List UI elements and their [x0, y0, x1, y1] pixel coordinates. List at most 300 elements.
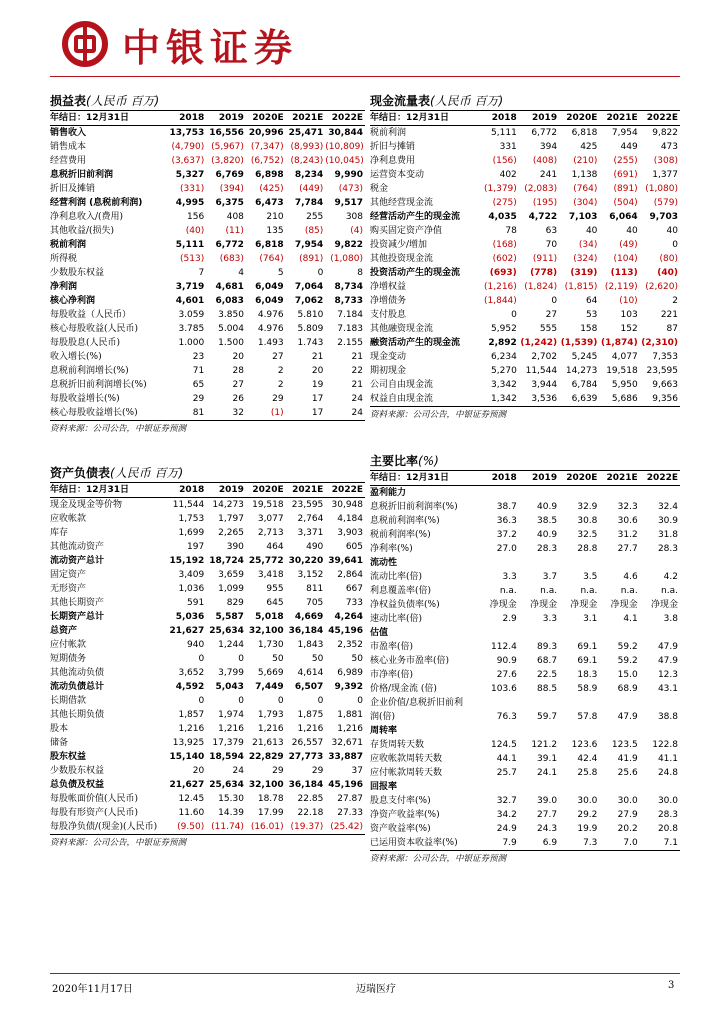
row-label: 净权益负债率(%) [370, 600, 440, 610]
cell-value: (4) [350, 226, 363, 236]
cell-value: 28.3 [657, 810, 678, 820]
cell-value: 4 [238, 268, 244, 278]
cell-value: 4.976 [257, 324, 284, 334]
table-row [50, 336, 365, 350]
cell-value: 1,857 [178, 710, 205, 720]
row-label: 净利息收入/(费用) [50, 212, 124, 222]
cell-value: 21,627 [169, 780, 205, 790]
cell-value: (2,620) [645, 282, 678, 292]
row-label: 净增权益 [370, 282, 407, 292]
cell-value: 9,663 [652, 380, 678, 390]
cell-value: 28.8 [577, 544, 598, 554]
data-table [50, 483, 365, 834]
row-label: 折旧与摊销 [370, 142, 416, 152]
cell-value: 1,875 [297, 710, 324, 720]
cell-value: 9,990 [334, 170, 363, 180]
cell-value: 3.5 [583, 572, 598, 582]
cell-value: 27.7 [617, 544, 638, 554]
cell-value: (331) [180, 184, 205, 194]
cell-value: 24 [232, 766, 244, 776]
cell-value: 28.3 [657, 544, 678, 554]
cell-value: 40 [585, 226, 598, 236]
cell-value: 0 [551, 296, 558, 306]
cell-value: 26 [232, 394, 244, 404]
header-year: 2019 [519, 111, 559, 126]
cell-value: 0 [238, 654, 244, 664]
cell-value: 32.3 [617, 502, 638, 512]
cell-value: 44.1 [496, 754, 517, 764]
cell-value: 9,356 [652, 394, 678, 404]
table-row [50, 736, 365, 750]
table-row [370, 794, 680, 808]
cell-value: 38.7 [496, 502, 517, 512]
cell-value: 17 [311, 394, 324, 404]
cell-value: (10,045) [325, 156, 364, 166]
cell-value: (778) [530, 268, 558, 278]
cell-value: 5.810 [297, 310, 324, 320]
cell-value: 402 [499, 170, 517, 180]
cell-value: 40.9 [537, 530, 558, 540]
cell-value: (40) [185, 226, 205, 236]
cell-value: 32.9 [577, 502, 598, 512]
cell-value: 1,843 [297, 640, 324, 650]
cell-value: 0 [198, 654, 205, 664]
table-row [370, 542, 680, 556]
cell-value: 555 [539, 324, 558, 334]
cell-value: 3,152 [297, 570, 324, 580]
cell-value: 27 [232, 380, 244, 390]
cell-value: 2,352 [337, 640, 363, 650]
cell-value: 6,234 [491, 352, 517, 362]
cell-value: 7.184 [337, 310, 363, 320]
cell-value: 15,140 [169, 752, 205, 762]
header-year: 2019 [206, 483, 246, 498]
row-label: 销售收入 [50, 128, 87, 138]
cell-value: 50 [272, 654, 284, 664]
cell-value: 17,379 [212, 738, 244, 748]
cell-value: (10) [619, 296, 638, 306]
cell-value: 3,342 [491, 380, 517, 390]
cell-value: 152 [620, 324, 638, 334]
cell-value: 22.85 [297, 794, 324, 804]
table-row [370, 710, 680, 724]
cell-value: 1,377 [652, 170, 678, 180]
cell-value: (1,844) [484, 296, 517, 306]
cell-value: (19.37) [290, 822, 324, 832]
table-row [370, 322, 680, 336]
row-label: 其他融资现金流 [370, 324, 434, 334]
cell-value: 42.4 [577, 754, 598, 764]
cell-value: 940 [187, 640, 205, 650]
section-title: 损益表(人民币 百万) [50, 92, 365, 111]
cell-value: 7,062 [294, 296, 324, 306]
header-label: 年结日：12月31日 [370, 471, 479, 486]
row-label: 经营利润 (息税前利润) [50, 198, 143, 208]
cell-value: 22.5 [537, 670, 558, 680]
cell-value: (1,080) [645, 184, 678, 194]
cell-value: (275) [492, 198, 517, 208]
cell-value: 45,196 [328, 626, 363, 636]
table-row [370, 336, 680, 350]
table-row [50, 680, 365, 694]
table-row [50, 168, 365, 182]
cell-value [559, 696, 599, 710]
cell-value: 6,772 [531, 128, 558, 138]
cell-value: 68.9 [617, 684, 638, 694]
cell-value: 30,844 [328, 128, 363, 138]
row-label: 市净率(倍) [370, 670, 414, 680]
row-label: 息税前利润增长(%) [50, 366, 129, 376]
cell-value: 5,327 [175, 170, 205, 180]
cell-value: (1) [270, 408, 284, 418]
cell-value: 5,043 [215, 682, 244, 692]
table-row [50, 568, 365, 582]
cell-value: 59.7 [537, 712, 558, 722]
header-year: 2018 [479, 471, 519, 486]
cell-value: 13,753 [169, 128, 205, 138]
cell-value: 7,353 [652, 352, 678, 362]
cell-value: 3.3 [542, 614, 558, 624]
cell-value: (394) [219, 184, 244, 194]
table-row [370, 182, 680, 196]
row-label: 息税折旧前利润率(%) [370, 502, 458, 512]
cell-value: 6,784 [571, 380, 598, 390]
cell-value: 27 [272, 352, 284, 362]
balance-sheet [50, 464, 365, 851]
table-row [50, 666, 365, 680]
cell-value: 0 [317, 268, 324, 278]
cell-value: (764) [259, 254, 284, 264]
section-title: 资产负债表(人民币 百万) [50, 464, 365, 483]
row-label: 存货周转天数 [370, 740, 425, 750]
cell-value: 5,669 [257, 668, 284, 678]
table-row [50, 554, 365, 568]
cell-value: 20 [232, 352, 244, 362]
row-label: 固定资产 [50, 570, 87, 580]
cell-value: 19 [311, 380, 324, 390]
header-year: 2020E [559, 471, 599, 486]
cell-value: 53 [585, 310, 598, 320]
cell-value: 6,473 [255, 198, 284, 208]
cell-value: 9,392 [334, 682, 363, 692]
cell-value: 29.2 [577, 810, 598, 820]
table-row [370, 584, 680, 598]
cell-value: 25.6 [617, 768, 638, 778]
cell-value: (683) [219, 254, 244, 264]
cell-value: 5,587 [215, 612, 244, 622]
cell-value: 4,995 [175, 198, 205, 208]
cell-value: 4,184 [337, 514, 363, 524]
row-label: 购买固定资产净值 [370, 226, 443, 236]
cell-value: 28 [232, 366, 244, 376]
row-label: 少数股东权益 [50, 268, 105, 278]
cell-value: 1,244 [218, 640, 244, 650]
cell-value: 9,822 [334, 240, 363, 250]
table-row [370, 280, 680, 294]
cell-value: 30.9 [657, 516, 678, 526]
cell-value: 30.8 [577, 516, 598, 526]
cell-value: 6,898 [255, 170, 284, 180]
header-label: 年结日：12月31日 [370, 111, 479, 126]
table-row [370, 308, 680, 322]
cell-value: 4,601 [175, 296, 205, 306]
cell-value: 18.3 [577, 670, 598, 680]
table-row [50, 252, 365, 266]
cell-value: 58.9 [577, 684, 598, 694]
cell-value: 20 [311, 366, 324, 376]
cell-value: 33,887 [328, 752, 363, 762]
table-row [370, 640, 680, 654]
cell-value: 408 [226, 212, 244, 222]
cell-value: 43.1 [657, 684, 678, 694]
cell-value: (7,347) [250, 142, 284, 152]
cell-value: 45,196 [328, 780, 363, 790]
cell-value: 733 [345, 598, 363, 608]
cell-value: 18.78 [257, 794, 284, 804]
bank-of-china-logo-icon [62, 21, 108, 67]
row-label: 周转率 [370, 726, 398, 736]
cell-value: 64 [585, 296, 598, 306]
header-year: 2019 [206, 111, 246, 126]
cell-value: 3.850 [218, 310, 244, 320]
cell-value: (693) [489, 268, 517, 278]
cell-value: 112.4 [491, 642, 517, 652]
cell-value: 净现金 [570, 600, 598, 610]
cell-value: 22.18 [297, 808, 324, 818]
table-row [370, 682, 680, 696]
cell-value: 32 [232, 408, 244, 418]
table-row [370, 364, 680, 378]
cell-value: 76.3 [496, 712, 517, 722]
cell-value: (104) [613, 254, 638, 264]
row-label: 经营费用 [50, 156, 87, 166]
row-label: 现金及现金等价物 [50, 500, 123, 510]
cell-value: 3.3 [502, 572, 517, 582]
cell-value: 2,892 [488, 338, 517, 348]
cell-value: 7,449 [255, 682, 284, 692]
header-year: 2021E [286, 483, 326, 498]
table-row [370, 598, 680, 612]
cell-value: 158 [580, 324, 598, 334]
cell-value: 2.9 [502, 614, 517, 624]
cell-value: 68.7 [537, 656, 558, 666]
row-label: 净增债务 [370, 296, 407, 306]
cell-value [640, 696, 680, 710]
row-label: 其他投资现金流 [370, 254, 434, 264]
cell-value: 26,557 [291, 738, 324, 748]
table-row [370, 822, 680, 836]
cell-value: 27.7 [537, 810, 558, 820]
row-label: 税金 [370, 184, 389, 194]
cell-value: (319) [570, 268, 598, 278]
row-label: 运营资本变动 [370, 170, 425, 180]
cell-value: 27.6 [496, 670, 517, 680]
table-row [50, 582, 365, 596]
cell-value: 23,595 [646, 366, 678, 376]
row-label: 短期债务 [50, 654, 87, 664]
row-label: 资产收益率(%) [370, 824, 431, 834]
cell-value: 30.0 [577, 796, 598, 806]
cell-value: 390 [226, 542, 244, 552]
cell-value: 6,064 [609, 212, 638, 222]
row-label: 应付帐款 [50, 640, 87, 650]
table-row [370, 654, 680, 668]
row-label: 估值 [370, 628, 389, 638]
cell-value: 1,797 [218, 514, 244, 524]
row-label: 其他长期负债 [50, 710, 105, 720]
table-row [50, 806, 365, 820]
cell-value: 0 [672, 240, 678, 250]
cell-value: 30,220 [288, 556, 324, 566]
cell-value: 2 [277, 366, 284, 376]
table-row [370, 668, 680, 682]
cell-value: 31.8 [657, 530, 678, 540]
cell-value: 38.5 [537, 516, 558, 526]
table-header-row [370, 111, 680, 126]
row-label: 核心每股收益(人民币) [50, 324, 139, 334]
cell-value: (304) [573, 198, 598, 208]
cell-value: 394 [539, 142, 558, 152]
source-note: 资料来源：公司公告，中银证券预测 [370, 406, 680, 423]
cell-value: 210 [266, 212, 284, 222]
cell-value: 5,245 [571, 352, 598, 362]
cell-value: (513) [180, 254, 205, 264]
cell-value: 645 [266, 598, 284, 608]
table-row [370, 752, 680, 766]
row-label: 净利润 [50, 282, 78, 292]
cell-value: 20.2 [617, 824, 638, 834]
cell-value: 5,036 [175, 612, 205, 622]
table-row [50, 792, 365, 806]
cell-value: 7,784 [294, 198, 324, 208]
cell-value: (764) [573, 184, 598, 194]
cell-value: (2,310) [641, 338, 678, 348]
cell-value: 22 [351, 366, 363, 376]
header-year: 2018 [167, 483, 207, 498]
row-label: 无形资产 [50, 584, 87, 594]
cell-value: 17 [311, 408, 324, 418]
cell-value: 27.33 [337, 808, 363, 818]
row-label: 现金变动 [370, 352, 407, 362]
table-row [50, 498, 365, 513]
cell-value: 59.2 [617, 656, 638, 666]
cell-value: 3.059 [178, 310, 205, 320]
header-year: 2020E [559, 111, 599, 126]
table-row [50, 266, 365, 280]
row-label: 税前利润 [50, 240, 87, 250]
cell-value: 15.0 [617, 670, 638, 680]
table-row [50, 722, 365, 736]
cell-value: 8,234 [294, 170, 324, 180]
cell-value: 30.6 [617, 516, 638, 526]
row-label: 收入增长(%) [50, 352, 102, 362]
cell-value: 25,634 [209, 626, 244, 636]
cell-value: 7,954 [294, 240, 324, 250]
cell-value: 1,699 [178, 528, 205, 538]
cell-value: 0 [238, 696, 244, 706]
cell-value: 47.9 [657, 642, 678, 652]
cell-value: 50 [311, 654, 324, 664]
cell-value: 1.743 [297, 338, 324, 348]
cell-value: (1,874) [600, 338, 638, 348]
cell-value: 473 [660, 142, 678, 152]
cell-value: (891) [613, 184, 638, 194]
cell-value: 24.8 [657, 768, 678, 778]
cell-value: 1,138 [571, 170, 598, 180]
cell-value: 449 [620, 142, 638, 152]
footer-date: 2020年11月17日 [52, 984, 133, 995]
header-year: 2021E [286, 111, 326, 126]
cell-value: 90.9 [496, 656, 517, 666]
table-row [370, 196, 680, 210]
data-table [370, 471, 680, 850]
cell-value: 21 [311, 352, 324, 362]
cell-value: 135 [266, 226, 284, 236]
cell-value: (40) [657, 268, 678, 278]
table-row [370, 154, 680, 168]
cell-value: 7,064 [294, 282, 324, 292]
cell-value: 69.1 [577, 656, 598, 666]
cell-value: 40.9 [537, 502, 558, 512]
cell-value: 20 [192, 766, 205, 776]
header-year: 2022E [325, 111, 365, 126]
header-year: 2021E [599, 471, 639, 486]
cell-value: 1,881 [337, 710, 363, 720]
row-label: 流动负债总计 [50, 682, 105, 692]
cell-value: 123.6 [571, 740, 598, 750]
cell-value: 28.3 [537, 544, 558, 554]
table-row [370, 514, 680, 528]
cell-value: 36.3 [496, 516, 517, 526]
cell-value: 17.99 [257, 808, 284, 818]
cell-value: 3,719 [175, 282, 205, 292]
row-label: 净资产收益率(%) [370, 810, 440, 820]
cell-value: 11,544 [525, 366, 558, 376]
row-label: 融资活动产生的现金流 [370, 338, 461, 348]
data-table [50, 111, 365, 420]
cell-value: 3,659 [218, 570, 244, 580]
cell-value: 39,641 [328, 556, 363, 566]
source-note: 资料来源：公司公告，中银证券预测 [370, 850, 680, 867]
cell-value: 1,216 [218, 724, 244, 734]
cell-value: (8,993) [290, 142, 324, 152]
cell-value: 1,730 [257, 640, 284, 650]
row-label: 利息覆盖率(倍) [370, 586, 432, 596]
table-row [50, 512, 365, 526]
cell-value: (691) [613, 170, 638, 180]
cell-value: 5,270 [491, 366, 517, 376]
table-row [370, 392, 680, 406]
cell-value: 1,793 [257, 710, 284, 720]
cell-value: 4.6 [623, 572, 638, 582]
cell-value: 241 [539, 170, 558, 180]
cell-value: 24.3 [537, 824, 558, 834]
cell-value: (408) [532, 156, 558, 166]
cell-value: 308 [345, 212, 363, 222]
table-row [370, 766, 680, 780]
table-row [370, 570, 680, 584]
row-label: 流动资产总计 [50, 556, 105, 566]
cell-value: (324) [573, 254, 598, 264]
cell-value: 40 [626, 226, 638, 236]
cell-value: 490 [306, 542, 324, 552]
cell-value: 7 [198, 268, 205, 278]
cell-value: 65 [192, 380, 205, 390]
cell-value: (156) [492, 156, 517, 166]
cell-value: (1,815) [564, 282, 598, 292]
table-row [50, 610, 365, 624]
cell-value: (1,379) [484, 184, 517, 194]
